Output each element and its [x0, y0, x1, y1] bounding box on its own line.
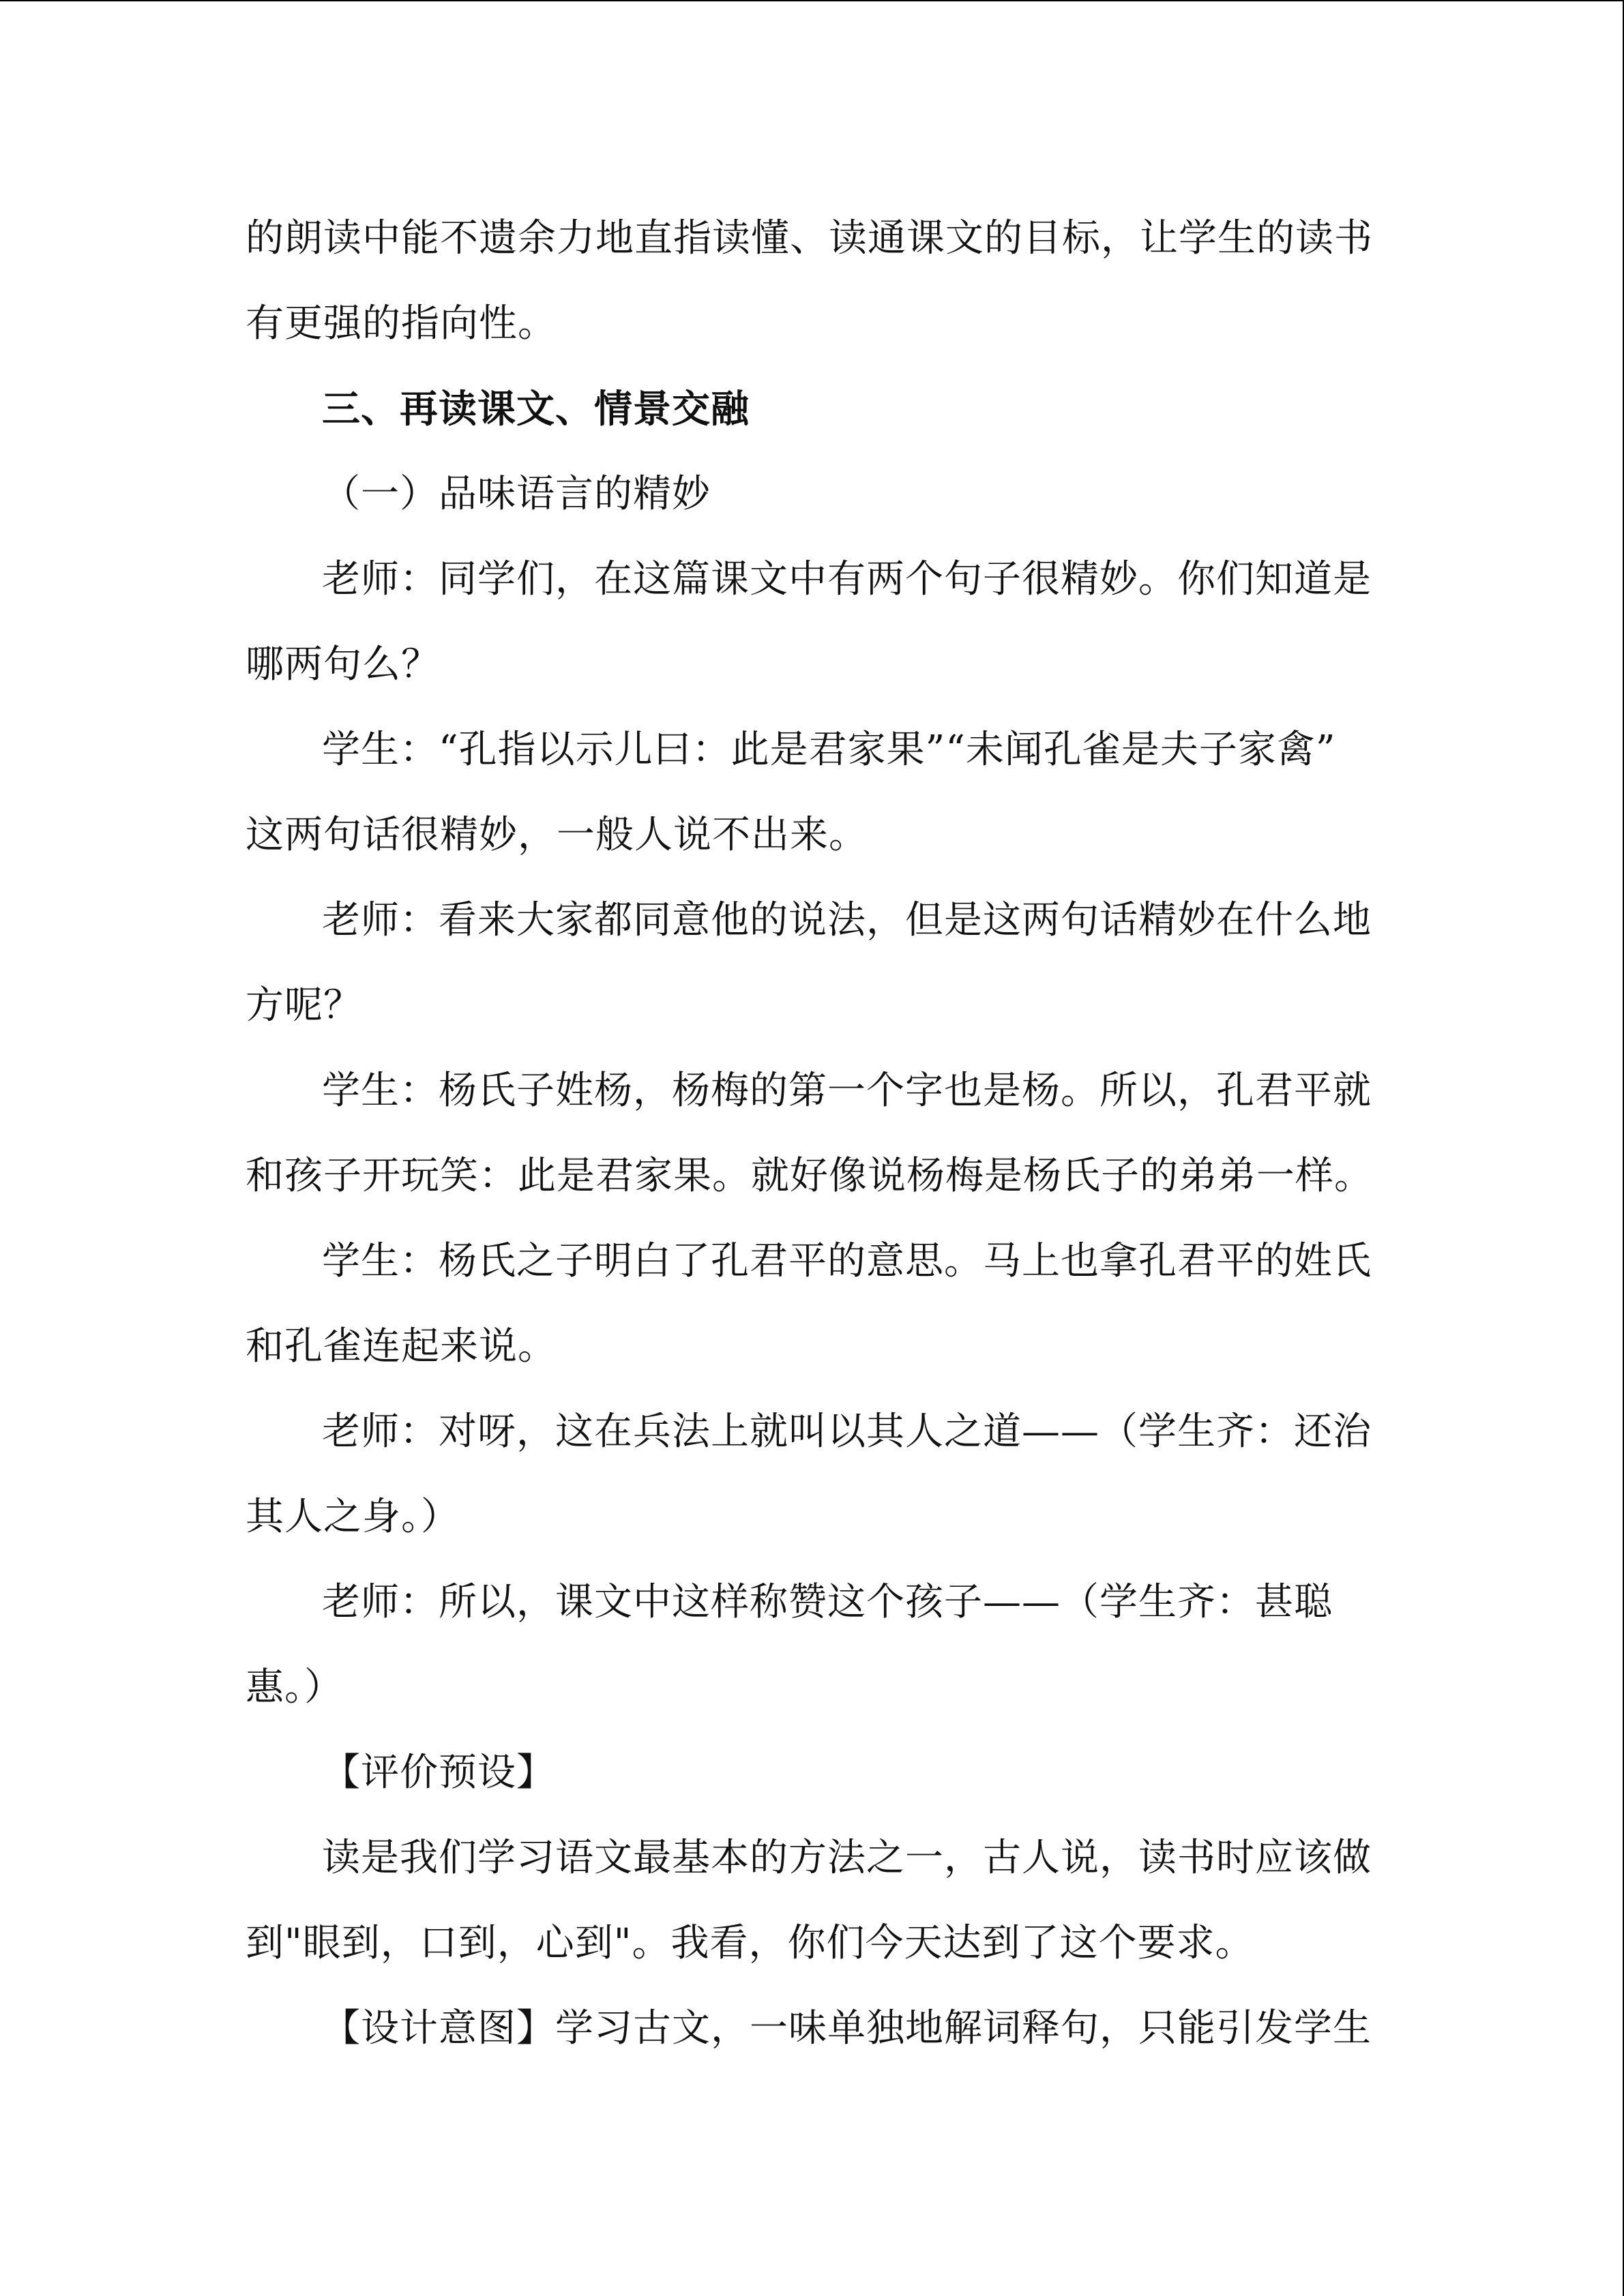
page-border-top	[0, 0, 1624, 1]
evaluation-heading: 【评价预设】	[322, 1750, 555, 1795]
dialogue-line: 学生：杨氏子姓杨，杨梅的第一个字也是杨。所以，孔君平就	[322, 1069, 1372, 1113]
text-line-continuation: 的朗读中能不遗余力地直指读懂、读通课文的目标，让学生的读书	[246, 216, 1373, 260]
dialogue-line-continuation: 哪两句么？	[246, 642, 440, 687]
dialogue-line-continuation: 其人之身。）	[246, 1495, 460, 1539]
design-intent-line: 【设计意图】学习古文，一味单独地解词释句，只能引发学生	[322, 2006, 1372, 2051]
paragraph-line: 读是我们学习语文最基本的方法之一，古人说，读书时应该做	[322, 1836, 1372, 1880]
dialogue-line: 老师：看来大家都同意他的说法，但是这两句话精妙在什么地	[322, 898, 1372, 942]
dialogue-line: 学生：杨氏之子明白了孔君平的意思。马上也拿孔君平的姓氏	[322, 1239, 1372, 1283]
section-heading: 三、再读课文、情景交融	[322, 387, 750, 432]
dialogue-line-continuation: 和孩子开玩笑：此是君家果。就好像说杨梅是杨氏子的弟弟一样。	[246, 1154, 1373, 1198]
dialogue-line: 学生：“孔指以示儿曰：此是君家果”“未闻孔雀是夫子家禽”	[322, 728, 1336, 772]
dialogue-line-continuation: 这两句话很精妙，一般人说不出来。	[246, 813, 868, 857]
dialogue-line-continuation: 和孔雀连起来说。	[246, 1324, 557, 1369]
dialogue-line: 老师：所以，课文中这样称赞这个孩子——（学生齐：甚聪	[322, 1580, 1333, 1624]
subsection-heading: （一）品味语言的精妙	[322, 472, 711, 516]
text-line-continuation: 有更强的指向性。	[246, 301, 557, 346]
dialogue-line-continuation: 方呢？	[246, 983, 362, 1028]
dialogue-line: 老师：对呀，这在兵法上就叫以其人之道——（学生齐：还治	[322, 1410, 1372, 1454]
dialogue-line-continuation: 惠。）	[246, 1665, 343, 1710]
dialogue-line: 老师：同学们，在这篇课文中有两个句子很精妙。你们知道是	[322, 557, 1372, 601]
paragraph-line-continuation: 到"眼到，口到，心到"。我看，你们今天达到了这个要求。	[246, 1921, 1254, 1965]
